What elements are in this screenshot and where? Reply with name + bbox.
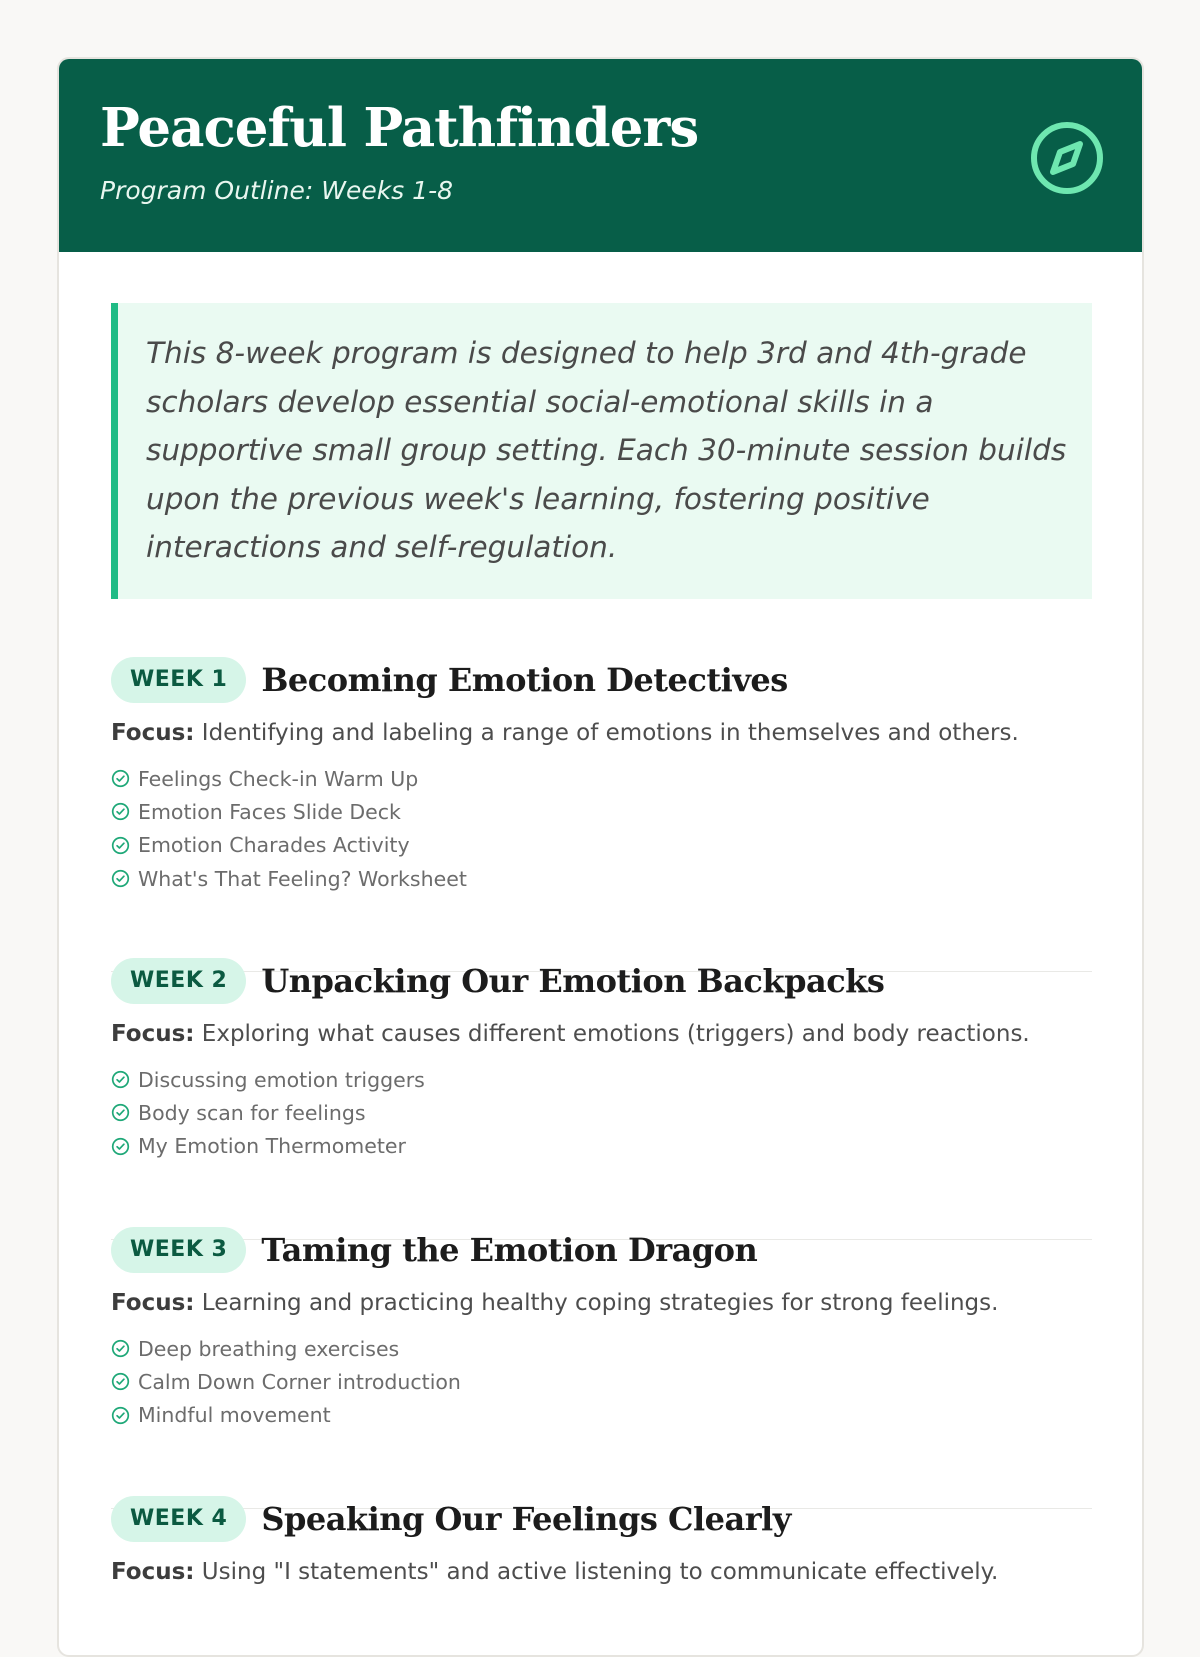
activity-item — [111, 795, 1092, 828]
week-section — [111, 1226, 1092, 1509]
activity-label: Calm Down Corner introduction — [138, 1369, 461, 1394]
focus-label: Focus: — [111, 1021, 195, 1047]
week-section — [111, 957, 1092, 1240]
activity-item — [111, 1332, 1092, 1365]
focus-label: Focus: — [111, 720, 195, 746]
activity-item — [111, 1399, 1092, 1432]
check-circle-icon — [111, 769, 130, 788]
activity-label: My Emotion Thermometer — [138, 1134, 406, 1159]
activity-label: What's That Feeling? Worksheet — [138, 866, 467, 891]
focus-text: Using "I statements" and active listening to communicate effectively. — [201, 1559, 999, 1585]
check-circle-icon — [111, 1372, 130, 1391]
week-focus — [111, 1288, 1092, 1319]
week-badge: WEEK 2 — [111, 958, 246, 1004]
activity-list — [111, 1063, 1092, 1163]
week-section — [111, 1495, 1092, 1615]
focus-label: Focus: — [111, 1290, 195, 1316]
week-badge: WEEK 1 — [111, 657, 246, 703]
week-header — [111, 1495, 1092, 1543]
activity-item — [111, 1096, 1092, 1129]
activity-label: Emotion Charades Activity — [138, 833, 410, 858]
week-title: Speaking Our Feelings Clearly — [261, 1500, 791, 1538]
program-header — [59, 59, 1142, 252]
week-header — [111, 1226, 1092, 1274]
activity-item — [111, 1365, 1092, 1398]
week-focus — [111, 718, 1092, 749]
activity-item — [111, 1063, 1092, 1096]
week-title: Becoming Emotion Detectives — [261, 661, 788, 699]
focus-text: Identifying and labeling a range of emotions in themselves and others. — [201, 720, 1019, 746]
week-header — [111, 957, 1092, 1005]
focus-text: Exploring what causes different emotions (triggers) and body reactions. — [201, 1021, 1030, 1047]
week-focus — [111, 1019, 1092, 1050]
activity-item — [111, 762, 1092, 795]
activity-label: Body scan for feelings — [138, 1100, 366, 1125]
activity-list — [111, 762, 1092, 895]
activity-list — [111, 1332, 1092, 1432]
check-circle-icon — [111, 1070, 130, 1089]
activity-label: Mindful movement — [138, 1403, 331, 1428]
page-title: Peaceful Pathfinders — [100, 97, 699, 159]
week-focus — [111, 1557, 1092, 1588]
check-circle-icon — [111, 869, 130, 888]
page-subtitle: Program Outline: Weeks 1-8 — [100, 176, 453, 205]
check-circle-icon — [111, 1339, 130, 1358]
check-circle-icon — [111, 836, 130, 855]
week-title: Taming the Emotion Dragon — [261, 1231, 758, 1269]
focus-text: Learning and practicing healthy coping strategies for strong feelings. — [201, 1290, 999, 1316]
check-circle-icon — [111, 802, 130, 821]
focus-label: Focus: — [111, 1559, 195, 1585]
compass-icon — [1027, 118, 1107, 198]
activity-item — [111, 829, 1092, 862]
program-card — [57, 57, 1144, 1657]
program-intro: This 8-week program is designed to help 3rd and 4th-grade scholars develop essential social-emotional skills in a supportive small group setting. Each 30-minute session builds upon the previous week's learning, fostering positive interactions and self-regulation. — [111, 303, 1092, 599]
activity-item — [111, 1130, 1092, 1163]
activity-label: Deep breathing exercises — [138, 1336, 400, 1361]
check-circle-icon — [111, 1103, 130, 1122]
week-title: Unpacking Our Emotion Backpacks — [261, 962, 885, 1000]
activity-label: Discussing emotion triggers — [138, 1067, 425, 1092]
check-circle-icon — [111, 1406, 130, 1425]
activity-label: Feelings Check-in Warm Up — [138, 766, 419, 791]
week-badge: WEEK 4 — [111, 1496, 246, 1542]
activity-item — [111, 862, 1092, 895]
week-header — [111, 656, 1092, 704]
week-badge: WEEK 3 — [111, 1227, 246, 1273]
check-circle-icon — [111, 1137, 130, 1156]
week-section — [111, 656, 1092, 972]
activity-label: Emotion Faces Slide Deck — [138, 799, 401, 824]
